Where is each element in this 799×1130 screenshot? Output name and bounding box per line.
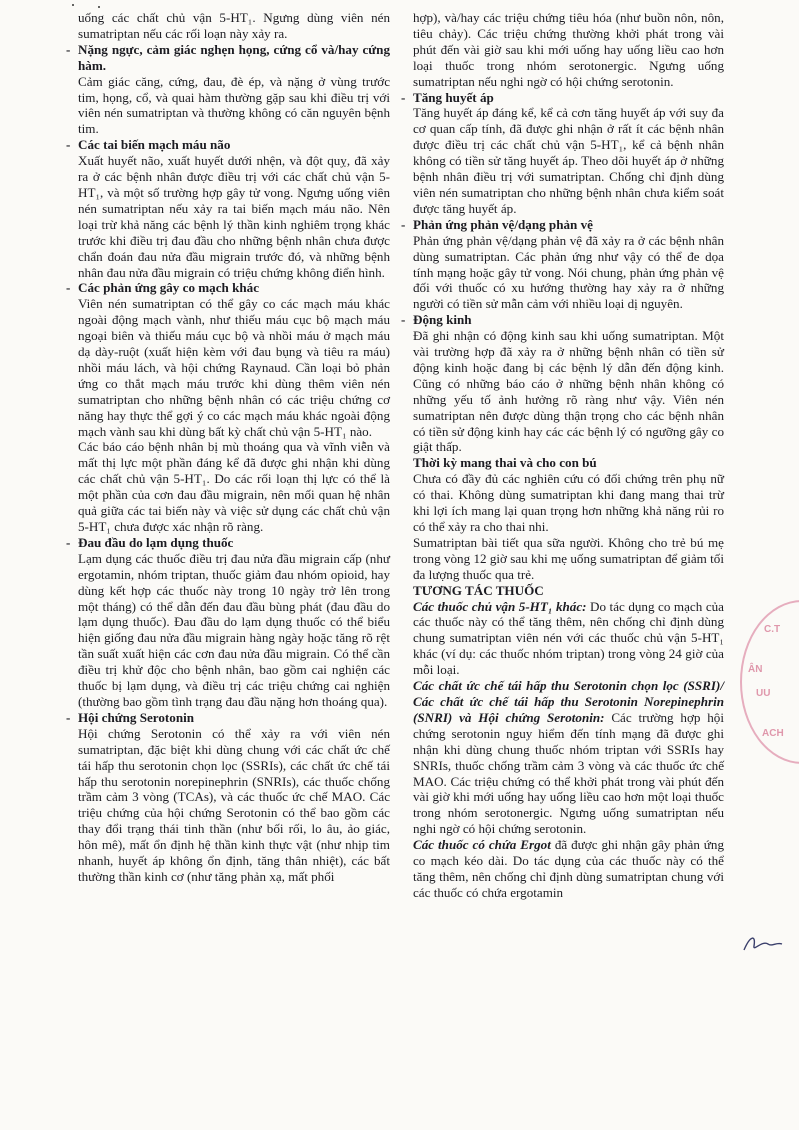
paragraph: Các báo cáo bệnh nhân bị mù thoáng qua và vĩnh viễn và mất thị lực một phần đáng kể đã được ghi nhận khi dùng các chất chủ vận 5-HT₁. Do các rối loạn thị lực có thể là một phần của cơn đau đầu migrain, nên mối quan hệ nhân quả giữa các tai biến này và việc sử dụng các chất chủ vận 5-HT₁ chưa được xác nhận rõ ràng. — [78, 439, 390, 534]
section-heading: Thời kỳ mang thai và cho con bú — [413, 455, 597, 471]
inline-heading: Các chất ức chế tái hấp thu Serotonin chọn lọc (SSRI)/ Các chất ức chế tái hấp thu Serotonin Norepinephrin (SNRI) và Hội chứng Serotonin: — [413, 678, 724, 725]
paragraph: Tăng huyết áp đáng kể, kể cả cơn tăng huyết áp với suy đa cơ quan cấp tính, đã được ghi nhận ở rất ít các bệnh nhân được điều trị các chất chủ vận 5-HT₁, kể cả bệnh nhân không có tiền sử tăng huyết áp. Theo dõi huyết áp ở những bệnh nhân điều trị với sumatriptan. Chống chỉ định dùng viên nén sumatriptan cho những bệnh nhân chưa kiểm soát được tăng huyết áp. — [413, 105, 724, 216]
paragraph: Phản ứng phản vệ/dạng phản vệ đã xảy ra ở các bệnh nhân dùng sumatriptan. Các phản ứng như vậy có thể đe dọa tính mạng hoặc gây tử vong. Nói chung, phản ứng phản vệ đối với thuốc có xu hướng thường hay xảy ra ở những người có tiền sử mẫn cảm với nhiều loại dị nguyên. — [413, 232, 724, 312]
paragraph: Đã ghi nhận có động kinh sau khi uống sumatriptan. Một vài trường hợp đã xảy ra ở những bệnh nhân có tiền sử động kinh hoặc đang bị các bệnh lý dẫn đến động kinh. Cũng có những báo cáo ở những bệnh nhân không có những yếu tố ảnh hưởng rõ ràng như vậy. Viên nén sumatriptan nên được dùng thận trọng cho các bệnh nhân có tiền sử động kinh hay các các bệnh lý có ngưỡng gây co giật thấp. — [413, 328, 724, 455]
inline-heading: Các thuốc chủ vận 5-HT₁ khác: — [413, 598, 587, 614]
inline-heading: Các thuốc có chứa Ergot — [413, 837, 551, 853]
paragraph: Viên nén sumatriptan có thể gây co các mạch máu khác ngoài động mạch vành, như thiếu máu cục bộ mạch máu ngoại biên và thiếu máu cục bộ và nhồi máu ở mạch máu dạ dày-ruột (xuất hiện kèm với đau bụng và tiêu ra máu) nhồi máu lách, và hội chứng Raynaud. Cần loại bỏ phản ứng co thắt mạch máu trước khi dùng thêm viên nén sumatriptan cho những bệnh nhân có các triệu chứng cơ năng hay thực thể gợi ý co các mạch máu khác ngoài động mạch vành sau khi dùng bất kỳ chất chủ vận 5-HT₁ nào. — [78, 296, 390, 439]
section-heading: - Nặng ngực, cảm giác nghẹn họng, cứng cổ và/hay cứng hàm. — [66, 41, 390, 73]
chapter-heading: TƯƠNG TÁC THUỐC — [413, 582, 544, 598]
paragraph: Xuất huyết não, xuất huyết dưới nhện, và đột quỵ, đã xảy ra ở các bệnh nhân được điều trị với các chất chủ vận 5-HT₁, và một số trường hợp gây tử vong. Ngưng uống viên nén sumatriptan nếu xảy ra tai biến mạch máu não. Nên loại trừ khả năng các bệnh lý thần kinh nghiêm trọng khác trước khi điều trị đau đầu cho những bệnh nhân chưa được chẩn đoán đau nửa đầu migrain trước đó, và những bệnh nhân đau nửa đầu migrain có triệu chứng không điển hình. — [78, 153, 390, 280]
section-heading: - Các tai biến mạch máu não — [66, 137, 231, 153]
paragraph: Chưa có đầy đủ các nghiên cứu có đối chứng trên phụ nữ có thai. Không dùng sumatriptan khi đang mang thai trừ khi lợi ích mang lại quan trọng hơn những khả năng rủi ro có thể xảy ra cho thai nhi. — [413, 471, 724, 534]
section-heading: - Tăng huyết áp — [401, 89, 494, 105]
paragraph: hợp), và/hay các triệu chứng tiêu hóa (như buồn nôn, nôn, tiêu chảy). Các triệu chứng thường khởi phát trong vài phút đến vài giờ sau khi mới uống hay uống liều cao hơn loại thuốc trong nhóm serotonergic. Ngưng uống sumatriptan nếu nghi ngờ có hội chứng serotonin. — [413, 10, 724, 89]
section-heading: - Động kinh — [401, 312, 472, 328]
paragraph: Sumatriptan bài tiết qua sữa người. Không cho trẻ bú mẹ trong vòng 12 giờ sau khi mẹ uống sumatriptan để giảm tối đa lượng thuốc qua trẻ. — [413, 534, 724, 582]
paragraph: Hội chứng Serotonin có thể xảy ra với viên nén sumatriptan, đặc biệt khi dùng chung với các chất ức chế tái hấp thu serotonin chọn lọc (SSRIs), các chất ức chế tái hấp thu serotonin norepinephrin (SNRIs), các thuốc chống trầm cảm 3 vòng (TCAs), và các thuốc ức chế MAO. Các triệu chứng của hội chứng Serotonin có thể bao gồm các thay đổi trạng thái tinh thần (như bối rối, lo âu, ảo giác, hôn mê), mất ổn định hệ thần kinh thực vật (như nhịp tim nhanh, huyết áp không ổn định, tăng thân nhiệt), các bất thường thần kinh cơ (như tăng phản xạ, mất phối — [78, 725, 390, 884]
scan-mark — [72, 4, 74, 6]
paragraph: Cảm giác căng, cứng, đau, đè ép, và nặng ở vùng trước tim, họng, cổ, và quai hàm thường gặp sau khi điều trị với viên nén sumatriptan và thường không có căn nguyên bệnh tim. — [78, 73, 390, 137]
section-heading: - Các phản ứng gây co mạch khác — [66, 280, 260, 296]
paragraph: Các thuốc chủ vận 5-HT₁ khác: Do tác dụng co mạch của các thuốc này có thể tăng thêm, nên chống chỉ định dùng chung sumatriptan viên nén với các thuốc chủ vận 5-HT₁ khác (ví dụ: các thuốc nhóm triptan) trong vòng 24 giờ của mỗi loại. — [413, 598, 724, 678]
paragraph: uống các chất chủ vận 5-HT₁. Ngưng dùng viên nén sumatriptan nếu các rối loạn này xảy ra. — [78, 10, 390, 41]
signature-mark — [740, 930, 790, 956]
right-column — [401, 10, 725, 901]
section-heading: - Hội chứng Serotonin — [66, 709, 195, 725]
paragraph: Lạm dụng các thuốc điều trị đau nửa đầu migrain cấp (như ergotamin, nhóm triptan, thuốc giảm đau nhóm opioid, hay dùng kết hợp các thuốc này trong 10 ngày trở lên trong một tháng) có thể dẫn đến đau đầu bùng phát (đau đầu do lạm dụng thuốc). Đau đầu do lạm dụng thuốc có thể biểu hiện giống đau nửa đầu migrain hàng ngày hoặc tăng rõ rệt tần suất xuất hiện các cơn đau nửa đầu migrain. Có thể cần điều trị khử độc cho bệnh nhân, bao gồm cai nghiện các thuốc bị lạm dụng, và điều trị các triệu chứng cai nghiện (thường bao gồm tình trạng đau đầu nặng hơn thoáng qua). — [78, 550, 390, 709]
left-column — [66, 10, 390, 885]
section-heading: - Đau đầu do lạm dụng thuốc — [66, 534, 234, 550]
section-heading: - Phản ứng phản vệ/dạng phản vệ — [401, 216, 593, 232]
scan-mark — [98, 6, 100, 8]
company-stamp: C.T ÂN UU ACH — [740, 600, 799, 764]
paragraph: Các thuốc có chứa Ergot đã được ghi nhận gây phản ứng co mạch kéo dài. Do tác dụng của các thuốc này có thể tăng thêm, nên chống chỉ định dùng sumatriptan chung với các thuốc có chứa ergotamin — [413, 837, 725, 900]
paragraph: Các chất ức chế tái hấp thu Serotonin chọn lọc (SSRI)/ Các chất ức chế tái hấp thu Serotonin Norepinephrin (SNRI) và Hội chứng Serotonin: Các trường hợp hội chứng serotonin nguy hiểm đến tính mạng đã được ghi nhận khi dùng chung thuốc nhóm triptan với SSRIs hay SNRIs, thuốc chống trầm cảm 3 vòng và các thuốc ức chế MAO. Các triệu chứng có thể khởi phát trong vài phút đến vài giờ khi mới uống hay uống liều cao hơn một loại thuốc trong nhóm serotonergic. Ngưng uống sumatriptan nếu nghi ngờ có hội chứng serotonin. — [413, 678, 724, 837]
